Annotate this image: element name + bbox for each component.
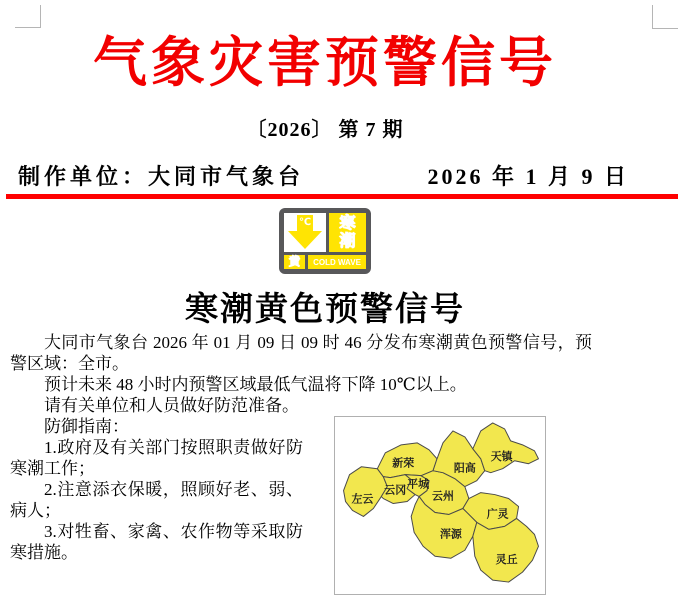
map-label-yungang: 云冈 [384, 484, 407, 497]
cold-wave-en-label: COLD WAVE [308, 255, 366, 269]
document-title: 气象灾害预警信号 [93, 33, 557, 93]
celsius-label: ℃ [298, 217, 312, 228]
cold-wave-char-1: 寒 [339, 214, 356, 232]
map-label-pingcheng: 平城 [407, 478, 430, 491]
warning-paragraph-forecast: 预计未来 48 小时内预警区域最低气温将下降 10℃以上。 [44, 375, 467, 394]
map-label-tianzhen: 天镇 [490, 450, 513, 463]
guide-item-1: 1.政府及有关部门按照职责做好防寒潮工作； [10, 438, 303, 478]
cold-wave-cn-label [329, 213, 366, 252]
masthead-divider [6, 194, 678, 199]
guide-item-2: 2.注意添衣保暖，照顾好老、弱、病人； [10, 480, 303, 520]
warning-paragraph-issue: 大同市气象台 2026 年 01 月 09 日 09 时 46 分发布寒潮黄色预警信号，预警区域：全市。 [10, 333, 592, 373]
map-label-yunzhou: 云州 [432, 490, 454, 503]
map-label-yanggao: 阳高 [453, 462, 476, 475]
warning-paragraph-advice: 请有关单位和人员做好防范准备。 [44, 396, 299, 415]
map-label-xinrong: 新荣 [392, 457, 415, 470]
warning-level-char: 黄 [289, 256, 300, 268]
district-map [334, 416, 546, 595]
cold-wave-char-2: 潮 [339, 232, 356, 250]
page-margin-mark-top-left [40, 5, 41, 28]
guide-title: 防御指南： [44, 417, 129, 436]
map-label-guangling: 广灵 [486, 508, 509, 521]
map-label-hunyuan: 浑源 [440, 528, 462, 541]
page-margin-mark-top-right [652, 5, 653, 29]
producer-label: 制作单位：大同市气象台 [18, 164, 305, 189]
district-map-float [303, 416, 592, 597]
page-margin-mark-top-right [652, 28, 678, 29]
map-region-lingqiu [473, 518, 539, 582]
warning-body [10, 332, 592, 597]
cold-wave-yellow-warning-icon [279, 208, 371, 274]
warning-level-label [284, 255, 305, 269]
map-region-tianzhen [473, 423, 539, 473]
map-region-zuoyun [344, 467, 388, 517]
warning-heading: 寒潮黄色预警信号 [185, 290, 465, 327]
warning-icon-row [0, 208, 650, 274]
issue-date: 2026 年 1 月 9 日 [427, 164, 629, 189]
temperature-arrow-cell [284, 213, 326, 252]
map-label-zuoyun: 左云 [351, 493, 374, 506]
datong-districts-map [335, 417, 545, 594]
issue-number: 〔2026〕 第 7 期 [246, 119, 404, 141]
map-label-lingqiu: 灵丘 [495, 554, 518, 567]
guide-item-3: 3.对牲畜、家禽、农作物等采取防寒措施。 [10, 522, 303, 562]
page-margin-mark-top-left [15, 27, 41, 28]
